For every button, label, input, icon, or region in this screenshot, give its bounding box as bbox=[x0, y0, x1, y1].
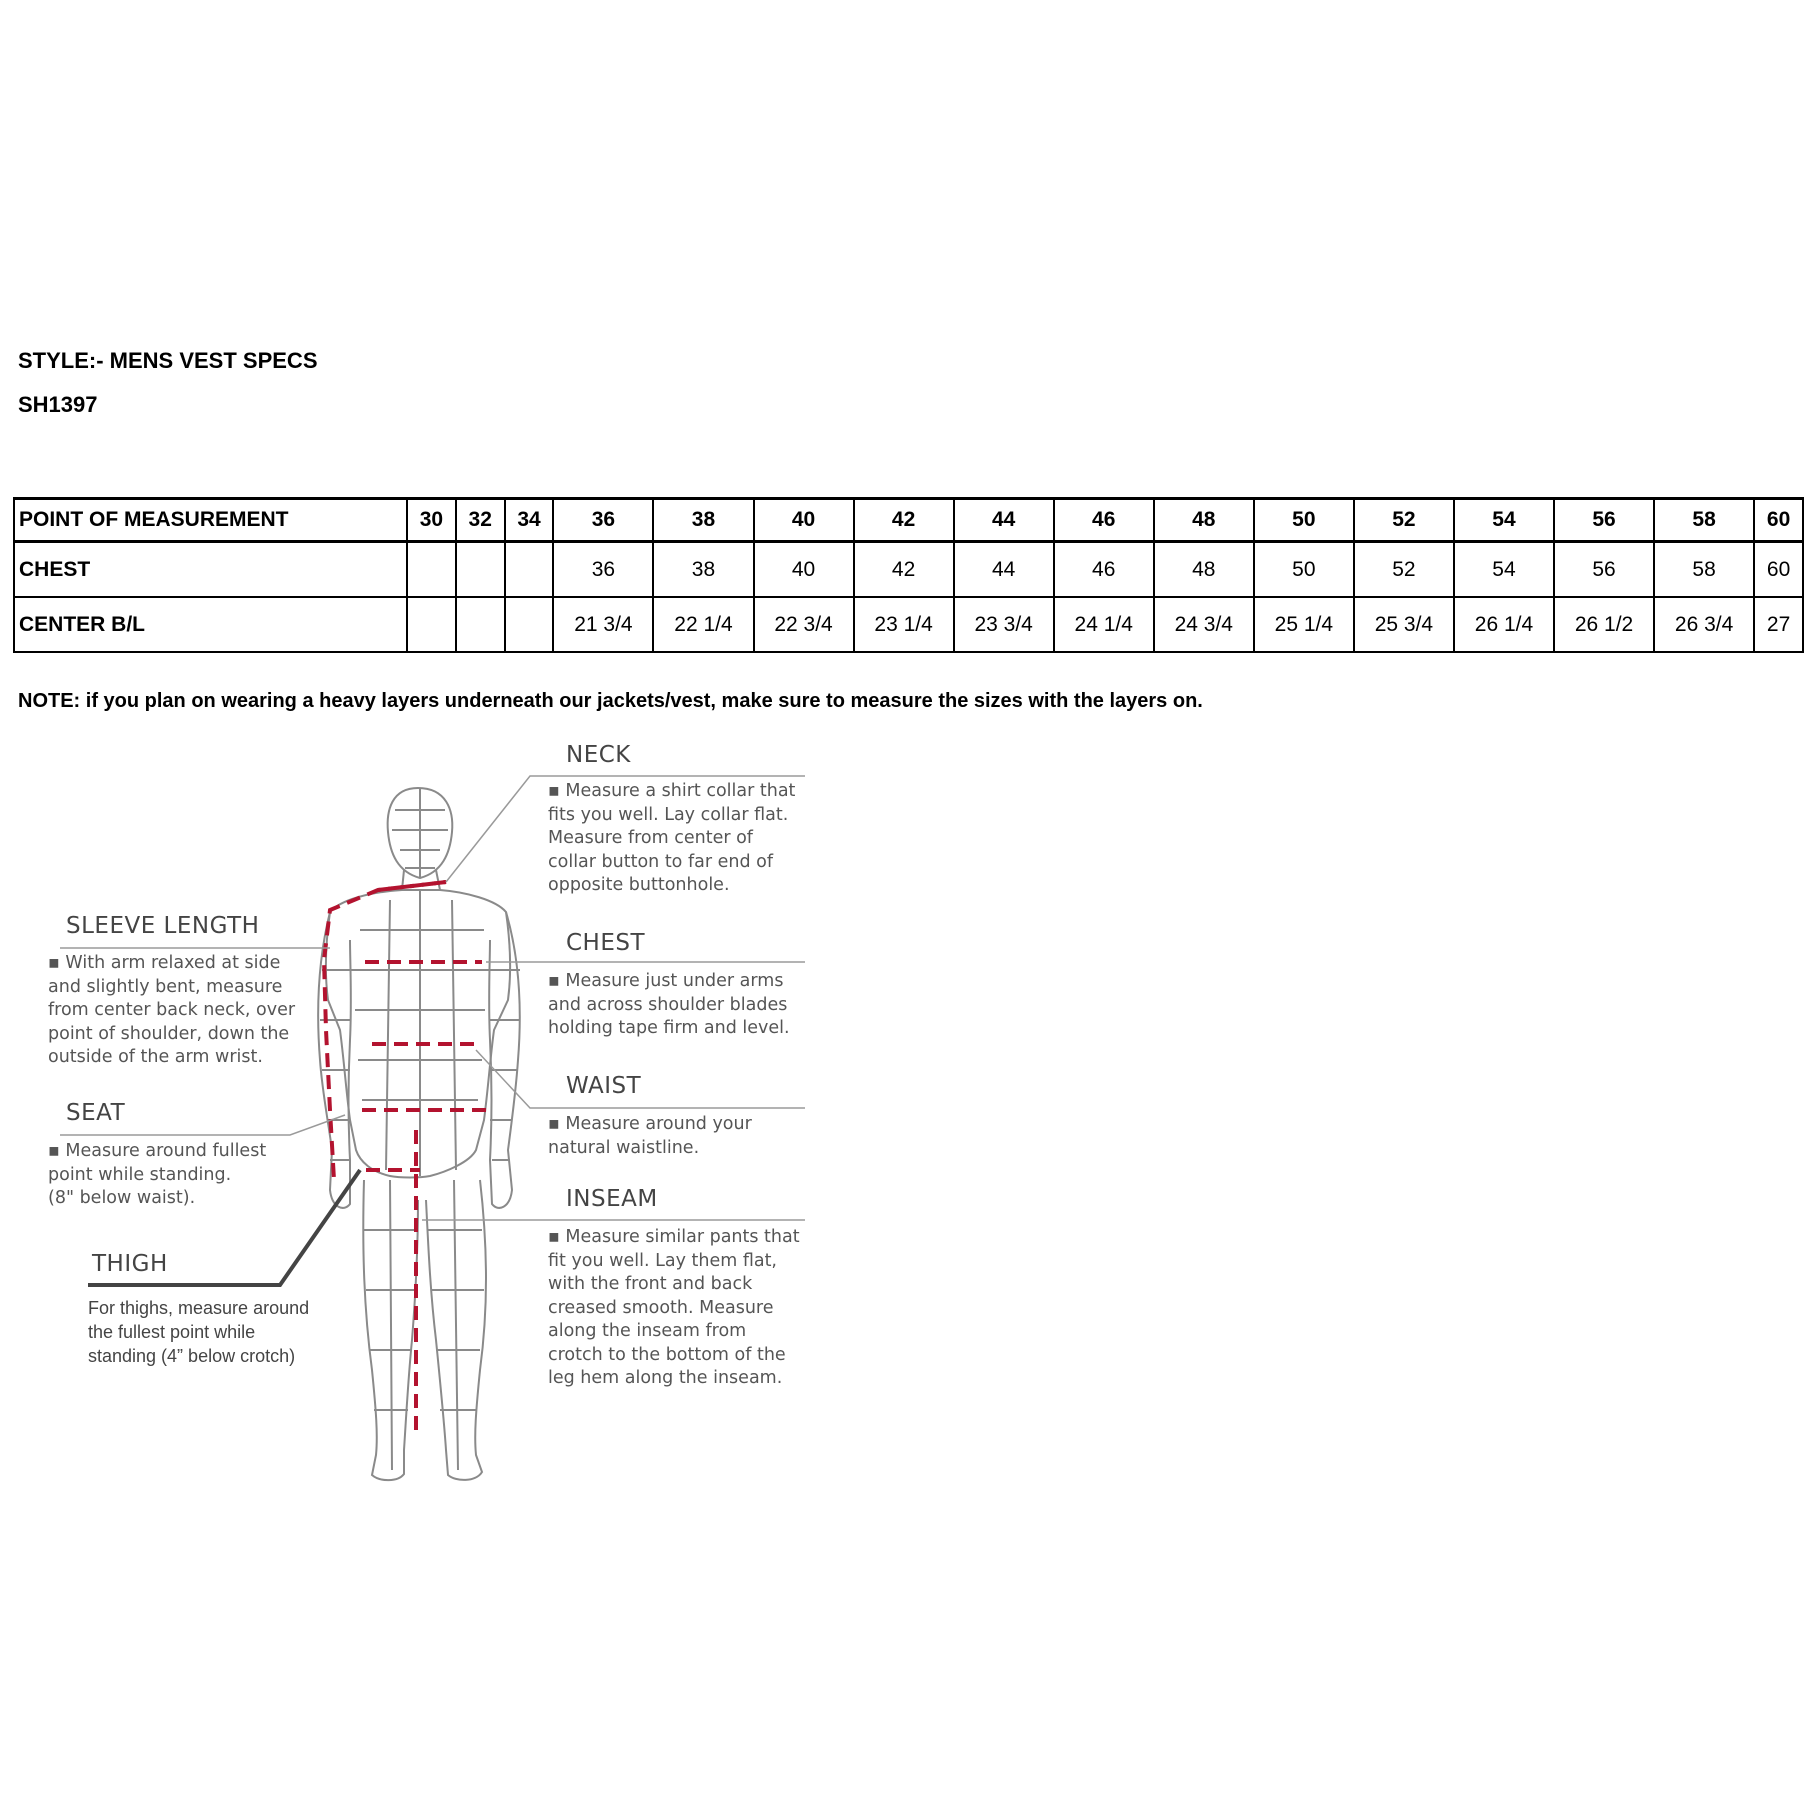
neck-description: ▪ Measure a shirt collar that fits you well. Lay collar flat. Measure from center of collar button to far end of opposite buttonhole. bbox=[548, 781, 796, 895]
table-cell: 56 bbox=[1554, 542, 1654, 598]
table-row bbox=[14, 542, 1803, 598]
neck-title: NECK bbox=[566, 742, 631, 768]
table-cell: 24 3/4 bbox=[1154, 597, 1254, 652]
table-cell: 22 3/4 bbox=[754, 597, 854, 652]
table-cell: 40 bbox=[754, 542, 854, 598]
size-header-40: 40 bbox=[754, 499, 854, 542]
table-cell: 48 bbox=[1154, 542, 1254, 598]
spec-body bbox=[14, 542, 1803, 653]
chest-description: ▪ Measure just under arms and across shoulder blades holding tape firm and level. bbox=[548, 971, 790, 1038]
size-header-48: 48 bbox=[1154, 499, 1254, 542]
measurement-guide-figure bbox=[0, 730, 900, 1490]
size-header-46: 46 bbox=[1054, 499, 1154, 542]
table-cell: 25 1/4 bbox=[1254, 597, 1354, 652]
inseam-description: ▪ Measure similar pants that fit you well. Lay them flat, with the front and back creased smooth. Measure along the inseam from crotch to the bottom of the leg hem along the inseam. bbox=[548, 1227, 800, 1388]
table-cell: 26 1/2 bbox=[1554, 597, 1654, 652]
thigh-description: For thighs, measure around the fullest point while standing (4” below crotch) bbox=[88, 1298, 310, 1366]
waist-description: ▪ Measure around your natural waistline. bbox=[548, 1114, 752, 1158]
table-cell: 25 3/4 bbox=[1354, 597, 1454, 652]
style-code: SH1397 bbox=[18, 392, 98, 417]
chest-title: CHEST bbox=[566, 930, 646, 956]
thigh-title: THIGH bbox=[92, 1251, 168, 1277]
pom-header: POINT OF MEASUREMENT bbox=[14, 499, 407, 542]
table-cell: 46 bbox=[1054, 542, 1154, 598]
sleeve-length-description: ▪ With arm relaxed at side and slightly bent, measure from center back neck, over point of shoulder, down the outside of the arm wrist. bbox=[48, 953, 296, 1067]
style-title: STYLE:- MENS VEST SPECS bbox=[18, 348, 318, 373]
table-cell: 22 1/4 bbox=[653, 597, 753, 652]
table-cell: 38 bbox=[653, 542, 753, 598]
table-cell: 54 bbox=[1454, 542, 1554, 598]
row-label: CENTER B/L bbox=[14, 597, 407, 652]
seat-title: SEAT bbox=[66, 1100, 126, 1126]
table-cell bbox=[505, 542, 554, 598]
table-cell: 42 bbox=[854, 542, 954, 598]
size-header-56: 56 bbox=[1554, 499, 1654, 542]
size-header-54: 54 bbox=[1454, 499, 1554, 542]
table-cell: 60 bbox=[1754, 542, 1803, 598]
size-header-58: 58 bbox=[1654, 499, 1754, 542]
table-cell bbox=[407, 597, 456, 652]
table-cell: 26 1/4 bbox=[1454, 597, 1554, 652]
table-cell: 23 1/4 bbox=[854, 597, 954, 652]
table-cell: 44 bbox=[954, 542, 1054, 598]
inseam-title: INSEAM bbox=[566, 1186, 658, 1212]
table-cell bbox=[456, 597, 505, 652]
size-spec-table bbox=[13, 497, 1804, 653]
size-header-36: 36 bbox=[553, 499, 653, 542]
size-header-30: 30 bbox=[407, 499, 456, 542]
size-header-row bbox=[14, 499, 1803, 542]
sleeve-length-title: SLEEVE LENGTH bbox=[66, 913, 260, 939]
seat-description: ▪ Measure around fullest point while standing. (8" below waist). bbox=[48, 1141, 267, 1208]
table-cell: 36 bbox=[553, 542, 653, 598]
size-header-32: 32 bbox=[456, 499, 505, 542]
table-cell: 52 bbox=[1354, 542, 1454, 598]
measurement-lines bbox=[324, 882, 486, 1430]
mannequin-outline bbox=[318, 788, 520, 1480]
table-cell: 27 bbox=[1754, 597, 1803, 652]
waist-title: WAIST bbox=[566, 1073, 642, 1099]
size-header-52: 52 bbox=[1354, 499, 1454, 542]
size-header-34: 34 bbox=[505, 499, 554, 542]
size-header-44: 44 bbox=[954, 499, 1054, 542]
table-row bbox=[14, 597, 1803, 652]
table-cell: 26 3/4 bbox=[1654, 597, 1754, 652]
fit-note: NOTE: if you plan on wearing a heavy layers underneath our jackets/vest, make sure to measure the sizes with the layers on. bbox=[18, 690, 1203, 712]
table-cell: 50 bbox=[1254, 542, 1354, 598]
table-cell: 21 3/4 bbox=[553, 597, 653, 652]
size-header-42: 42 bbox=[854, 499, 954, 542]
size-header-50: 50 bbox=[1254, 499, 1354, 542]
table-cell bbox=[456, 542, 505, 598]
table-cell: 24 1/4 bbox=[1054, 597, 1154, 652]
table-cell: 58 bbox=[1654, 542, 1754, 598]
table-cell bbox=[505, 597, 554, 652]
table-cell: 23 3/4 bbox=[954, 597, 1054, 652]
size-header-38: 38 bbox=[653, 499, 753, 542]
size-header-60: 60 bbox=[1754, 499, 1803, 542]
table-cell bbox=[407, 542, 456, 598]
row-label: CHEST bbox=[14, 542, 407, 598]
